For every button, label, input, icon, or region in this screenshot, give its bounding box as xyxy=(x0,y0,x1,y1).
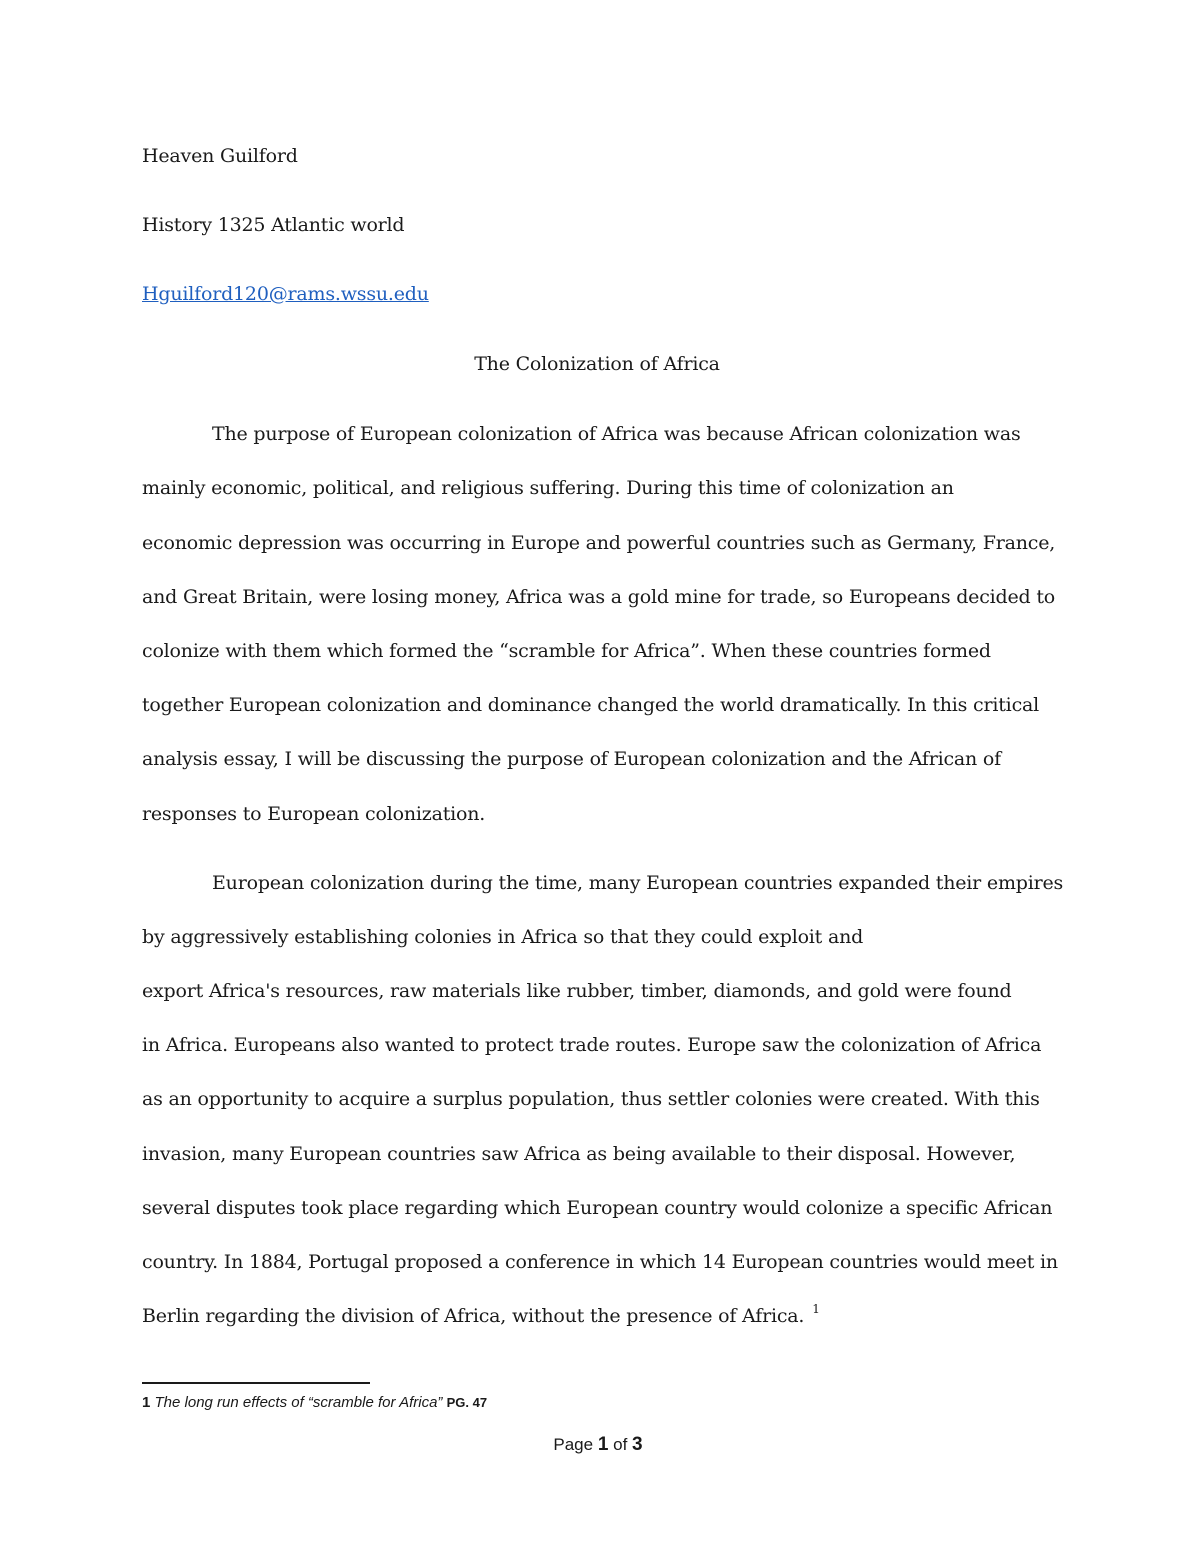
of-label: of xyxy=(613,1435,628,1454)
email-link[interactable] xyxy=(142,285,429,304)
paragraph2-line: Berlin regarding the division of Africa, without the presence of Africa. xyxy=(142,1305,805,1327)
footnote-separator xyxy=(142,1382,370,1384)
paragraph2-line: invasion, many European countries saw Africa as being available to their disposal. However, xyxy=(142,1143,1016,1165)
document-title: The Colonization of Africa xyxy=(474,353,720,375)
page-number-footer xyxy=(0,1434,1196,1456)
course-name: History 1325 Atlantic world xyxy=(142,214,405,236)
paragraph1-line: and Great Britain, were losing money, Africa was a gold mine for trade, so Europeans decided to xyxy=(142,586,1056,608)
paragraph2-line: country. In 1884, Portugal proposed a conference in which 14 European countries would meet in xyxy=(142,1251,1058,1273)
paragraph2-line: export Africa's resources, raw materials like rubber, timber, diamonds, and gold were found xyxy=(142,980,1012,1002)
paragraph1-line: mainly economic, political, and religious suffering. During this time of colonization an xyxy=(142,477,954,499)
paragraph1-line: analysis essay, I will be discussing the purpose of European colonization and the African of xyxy=(142,748,1002,770)
current-page-number: 1 xyxy=(597,1434,609,1455)
email-link-text[interactable]: Hguilford120@rams.wssu.edu xyxy=(142,283,429,305)
paragraph1-line: responses to European colonization. xyxy=(142,803,486,825)
paragraph2-line: several disputes took place regarding which European country would colonize a specific African xyxy=(142,1197,1053,1219)
paragraph1-line: The purpose of European colonization of Africa was because African colonization was xyxy=(212,423,1021,445)
paragraph1-line: together European colonization and dominance changed the world dramatically. In this critical xyxy=(142,694,1040,716)
paragraph2-last-line xyxy=(142,1302,820,1327)
paragraph2-line: by aggressively establishing colonies in Africa so that they could exploit and xyxy=(142,926,864,948)
paragraph2-line: European colonization during the time, many European countries expanded their empires xyxy=(212,872,1064,894)
paragraph2-line: in Africa. Europeans also wanted to protect trade routes. Europe saw the colonization of Africa xyxy=(142,1034,1042,1056)
footnote xyxy=(142,1394,487,1411)
total-page-number: 3 xyxy=(632,1434,643,1455)
page-label: Page xyxy=(553,1435,594,1454)
paragraph2-line: as an opportunity to acquire a surplus population, thus settler colonies were created. With this xyxy=(142,1088,1040,1110)
paragraph1-line: economic depression was occurring in Europe and powerful countries such as Germany, France, xyxy=(142,532,1056,554)
footnote-page-ref: PG. 47 xyxy=(446,1395,488,1410)
footnote-number: 1 xyxy=(142,1394,151,1411)
author-name: Heaven Guilford xyxy=(142,145,298,167)
paragraph1-line: colonize with them which formed the “scramble for Africa”. When these countries formed xyxy=(142,640,991,662)
footnote-reference[interactable]: 1 xyxy=(812,1302,820,1316)
footnote-title: The long run effects of “scramble for Africa” xyxy=(154,1394,443,1411)
